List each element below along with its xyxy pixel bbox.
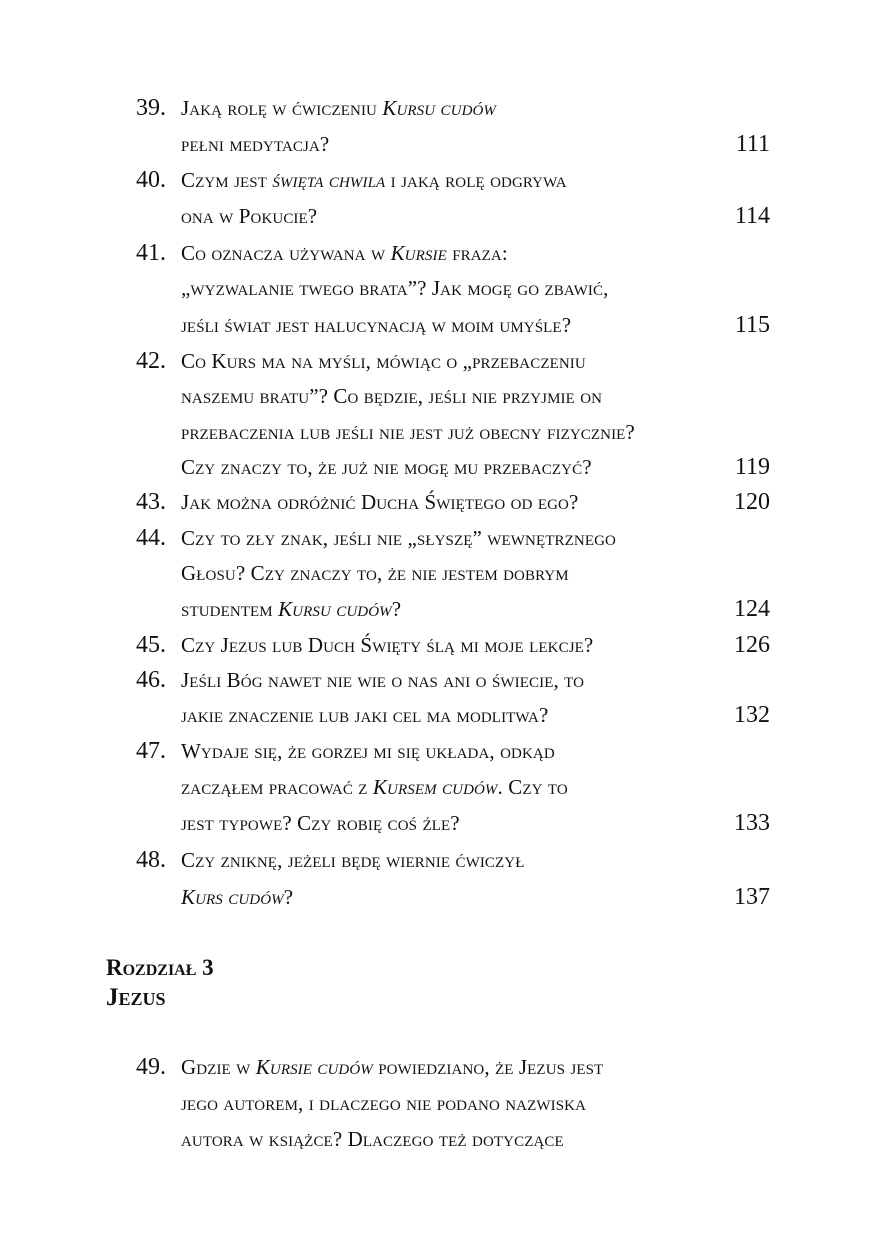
entry-question-line	[181, 1055, 726, 1079]
italic-title-text: Kursu cudów	[278, 597, 392, 621]
entry-number: 42.	[136, 348, 166, 374]
italic-title-text: Kursem cudów	[372, 775, 498, 799]
question-text: jego autorem, i dlaczego nie podano nazwiska	[181, 1091, 587, 1115]
question-text: powiedziano, że Jezus jest	[372, 1055, 604, 1079]
entry-number: 47.	[136, 738, 166, 764]
question-text: Gdzie w	[181, 1055, 256, 1079]
chapter-label: Rozdział 3	[106, 955, 214, 980]
entry-page-number: 111	[735, 131, 770, 157]
entry-number: 45.	[136, 632, 166, 658]
question-text: Czy znaczy to, że już nie mogę mu przebaczyć?	[181, 455, 592, 479]
entry-question-line	[181, 276, 726, 300]
entry-question-line	[181, 775, 726, 799]
entry-question-line	[181, 597, 726, 621]
entry-question-line	[181, 241, 726, 265]
entry-question-line	[181, 168, 726, 192]
chapter-title: Jezus	[106, 984, 166, 1011]
entry-number: 46.	[136, 667, 166, 693]
question-text: naszemu bratu”? Co będzie, jeśli nie przyjmie on	[181, 384, 603, 408]
entry-page-number: 137	[734, 884, 770, 910]
question-text: . Czy to	[497, 775, 568, 799]
italic-title-text: Kursie cudów	[255, 1055, 373, 1079]
italic-title-text: Kursu cudów	[382, 96, 497, 120]
question-text: przebaczenia lub jeśli nie jest już obecny fizycznie?	[181, 420, 635, 444]
entry-question-line	[181, 384, 726, 408]
entry-question-line	[181, 668, 726, 692]
question-text: Wydaje się, że gorzej mi się układa, odkąd	[181, 739, 555, 763]
entry-page-number: 126	[734, 632, 770, 658]
entry-question-line	[181, 313, 726, 337]
entry-question-line	[181, 633, 726, 657]
question-text: jeśli świat jest halucynacją w moim umyśle?	[181, 313, 572, 337]
question-text: Czy Jezus lub Duch Święty ślą mi moje lekcje?	[181, 633, 594, 657]
question-text: Czym jest	[181, 168, 273, 192]
question-text: jakie znaczenie lub jaki cel ma modlitwa?	[181, 703, 549, 727]
entry-page-number: 132	[734, 702, 770, 728]
question-text: Czy zniknę, jeżeli będę wiernie ćwiczył	[181, 848, 525, 872]
italic-title-text: Kurs cudów	[181, 885, 284, 909]
entry-page-number: 120	[734, 489, 770, 515]
question-text: zacząłem pracować z	[181, 775, 373, 799]
italic-title-text: Kursie	[390, 241, 447, 265]
entry-question-line	[181, 1127, 726, 1151]
entry-question-line	[181, 703, 726, 727]
entry-page-number: 115	[734, 312, 770, 338]
entry-question-line	[181, 204, 726, 228]
entry-number: 48.	[136, 847, 166, 873]
entry-question-line	[181, 96, 726, 120]
question-text: autora w książce? Dlaczego też dotyczące	[181, 1127, 564, 1151]
italic-title-text: święta chwila	[272, 168, 386, 192]
entry-question-line	[181, 848, 726, 872]
question-text: Jeśli Bóg nawet nie wie o nas ani o świecie, to	[181, 668, 585, 692]
entry-question-line	[181, 490, 726, 514]
entry-question-line	[181, 561, 726, 585]
entry-question-line	[181, 885, 726, 909]
question-text: i jaką rolę odgrywa	[385, 168, 567, 192]
entry-question-line	[181, 455, 726, 479]
entry-number: 49.	[136, 1054, 166, 1080]
entry-question-line	[181, 811, 726, 835]
question-text: „wyzwalanie twego brata”? Jak mogę go zbawić,	[181, 276, 609, 300]
entry-question-line	[181, 739, 726, 763]
entry-number: 40.	[136, 167, 166, 193]
entry-question-line	[181, 526, 726, 550]
question-text: Jak można odróżnić Ducha Świętego od ego?	[181, 490, 579, 514]
question-text: fraza:	[446, 241, 508, 265]
entry-number: 43.	[136, 489, 166, 515]
question-text: Co Kurs ma na myśli, mówiąc o „przebaczeniu	[181, 349, 586, 373]
question-text: ?	[283, 885, 294, 909]
entry-page-number: 119	[734, 454, 770, 480]
question-text: jest typowe? Czy robię coś źle?	[181, 811, 460, 835]
question-text: Jaką rolę w ćwiczeniu	[181, 96, 383, 120]
question-text: studentem	[181, 597, 279, 621]
question-text: ona w Pokucie?	[181, 204, 318, 228]
entry-number: 41.	[136, 240, 166, 266]
entry-page-number: 124	[734, 596, 770, 622]
entry-question-line	[181, 420, 726, 444]
entry-number: 39.	[136, 95, 166, 121]
entry-page-number: 114	[734, 203, 770, 229]
question-text: ?	[391, 597, 402, 621]
entry-question-line	[181, 1091, 726, 1115]
entry-question-line	[181, 349, 726, 373]
question-text: Czy to zły znak, jeśli nie „słyszę” wewnętrznego	[181, 526, 616, 550]
entry-question-line	[181, 132, 726, 156]
entry-number: 44.	[136, 525, 166, 551]
question-text: Głosu? Czy znaczy to, że nie jestem dobrym	[181, 561, 569, 585]
question-text: pełni medytacja?	[181, 132, 330, 156]
question-text: Co oznacza używana w	[181, 241, 391, 265]
entry-page-number: 133	[734, 810, 770, 836]
